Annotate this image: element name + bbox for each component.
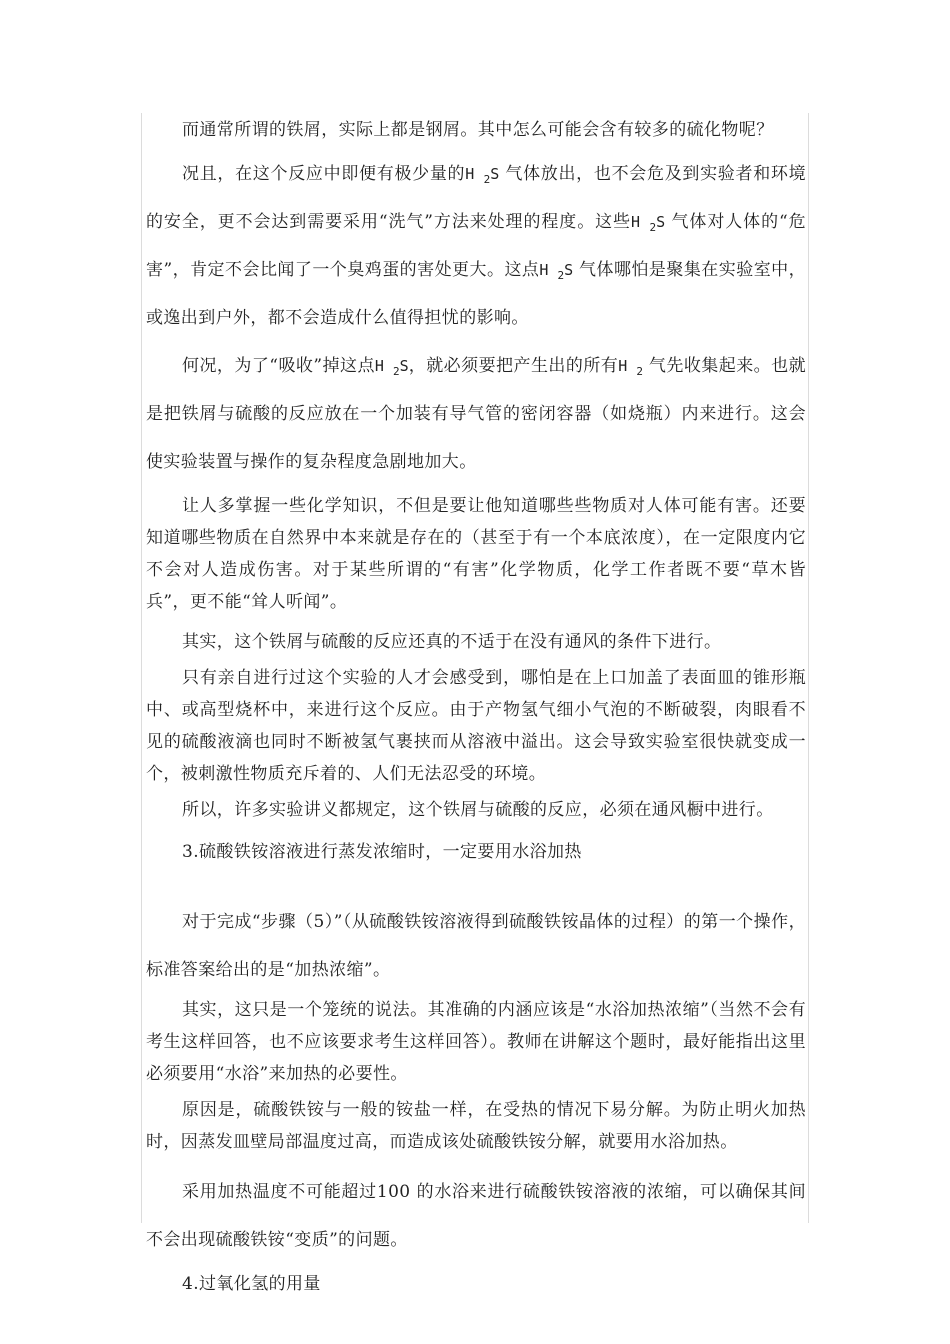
formula-h2: H $_2$ (618, 357, 644, 378)
paragraph-water-bath-meaning: 其实，这只是一个笼统的说法。其准确的内涵应该是“水浴加热浓缩”（当然不会有考生这样回答，也不应该要求考生这样回答）。教师在讲解这个题时，最好能指出这里必须要用“水浴”来加热的必要性。 (146, 1000, 806, 1084)
paragraph-steel-scraps: 而通常所谓的铁屑，实际上都是钢屑。其中怎么可能会含有较多的硫化物呢？ (182, 120, 774, 140)
paragraph-ventilation: 其实，这个铁屑与硫酸的反应还真的不适于在没有通风的条件下进行。 (182, 632, 722, 652)
formula-h2s: H $_2$S (630, 213, 666, 234)
paragraph-absorb-h2s: 何况，为了“吸收”掉这点H $_2$S，就必须要把产生出的所有H $_2$ 气先收集起来。也就是把铁屑与硫酸的反应放在一个加装有导气管的密闭容器（如烧瓶）内来进行。这会使实验装置与操作的复杂程度急剧地加大。 (146, 356, 806, 472)
section-heading-4: 4.过氧化氢的用量 (182, 1274, 321, 1294)
paragraph-temperature-limit: 采用加热温度不可能超过100 的水浴来进行硫酸铁铵溶液的浓缩，可以确保其间不会出现硫酸铁铵“变质”的问题。 (146, 1182, 806, 1250)
formula-h2s: H $_2$S (374, 357, 409, 378)
paragraph-experiment-experience: 只有亲自进行过这个实验的人才会感受到，哪怕是在上口加盖了表面皿的锥形瓶中、或高型烧杯中，来进行这个反应。由于产物氢气细小气泡的不断破裂，肉眼看不见的硫酸液滴也同时不断被氢气裹挟而从溶液中溢出。这会导致实验室很快就变成一个，被刺激性物质充斥着的、人们无法忍受的环境。 (146, 668, 806, 784)
paragraph-chemistry-knowledge: 让人多掌握一些化学知识，不但是要让他知道哪些些物质对人体可能有害。还要知道哪些物质在自然界中本来就是存在的（甚至于有一个本底浓度），在一定限度内它不会对人造成伤害。对于某些所谓的“有害”化学物质，化学工作者既不要“草木皆兵”，更不能“耸人听闻”。 (146, 496, 806, 612)
paragraph-fume-hood: 所以，许多实验讲义都规定，这个铁屑与硫酸的反应，必须在通风橱中进行。 (182, 800, 774, 820)
section-heading-3: 3.硫酸铁铵溶液进行蒸发浓缩时，一定要用水浴加热 (182, 842, 582, 862)
paragraph-step5: 对于完成“步骤（5）”（从硫酸铁铵溶液得到硫酸铁铵晶体的过程）的第一个操作，标准答案给出的是“加热浓缩”。 (146, 912, 806, 980)
document-body (146, 114, 806, 1300)
paragraph-h2s-safety: 况且，在这个反应中即便有极少量的H $_2$S 气体放出，也不会危及到实验者和环境的安全，更不会达到需要采用“洗气”方法来处理的程度。这些H $_2$S 气体对人体的“危害”，肯定不会比闻了一个臭鸡蛋的害处更大。这点H $_2$S 气体哪怕是聚集在实验室中，或逸出到户外，都不会造成什么值得担忧的影响。 (146, 164, 807, 328)
formula-h2s: H $_2$S (465, 165, 500, 186)
paragraph-decomposition: 原因是，硫酸铁铵与一般的铵盐一样，在受热的情况下易分解。为防止明火加热时，因蒸发皿壁局部温度过高，而造成该处硫酸铁铵分解，就要用水浴加热。 (146, 1100, 806, 1152)
formula-h2s: H $_2$S (539, 261, 574, 282)
